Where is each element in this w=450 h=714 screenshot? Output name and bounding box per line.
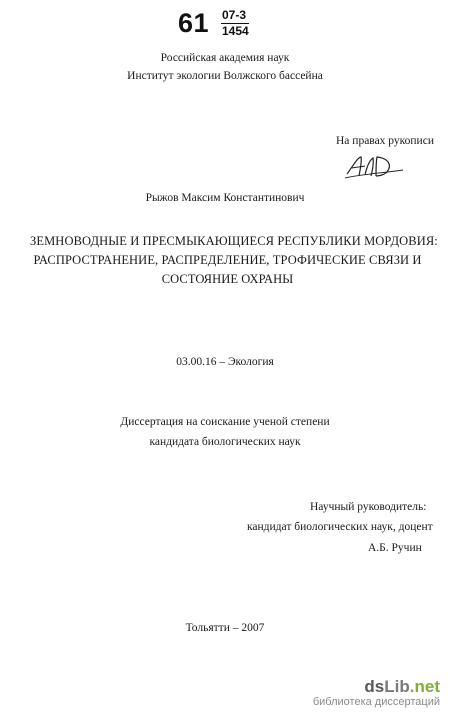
place-year: Тольятти – 2007	[185, 622, 265, 634]
degree-line-2: кандидата биологических наук	[149, 436, 301, 448]
rights-notice: На правах рукописи	[336, 135, 434, 147]
watermark-logo: dsLib.net	[364, 677, 440, 696]
title-line-2: РАСПРОСТРАНЕНИЕ, РАСПРЕДЕЛЕНИЕ, ТРОФИЧЕСКИЕ СВЯЗИ И	[33, 253, 422, 267]
institute-name: Институт экологии Волжского бассейна	[127, 70, 323, 82]
specialty-code: 03.00.16 – Экология	[176, 356, 274, 368]
supervisor-name: А.Б. Ручин	[368, 542, 422, 554]
academy-name: Российская академия наук	[160, 52, 290, 64]
archive-stamp-top: 07-3	[222, 8, 247, 22]
archive-stamp-number: 61	[178, 8, 210, 38]
title-line-3: СОСТОЯНИЕ ОХРАНЫ	[161, 272, 294, 286]
signature-image	[343, 152, 405, 182]
dslib-watermark	[313, 678, 440, 708]
dissertation-title	[30, 232, 438, 289]
degree-line-1: Диссертация на соискание ученой степени	[120, 416, 330, 428]
archive-stamp-bottom: 1454	[222, 24, 249, 38]
title-line-1: ЗЕМНОВОДНЫЕ И ПРЕСМЫКАЮЩИЕСЯ РЕСПУБЛИКИ МОРДОВИЯ:	[30, 234, 438, 248]
supervisor-label: Научный руководитель:	[310, 501, 427, 513]
supervisor-degree: кандидат биологических наук, доцент	[247, 521, 433, 533]
watermark-subtitle: библиотека диссертаций	[312, 696, 440, 708]
author-name: Рыжов Максим Константинович	[145, 192, 305, 204]
